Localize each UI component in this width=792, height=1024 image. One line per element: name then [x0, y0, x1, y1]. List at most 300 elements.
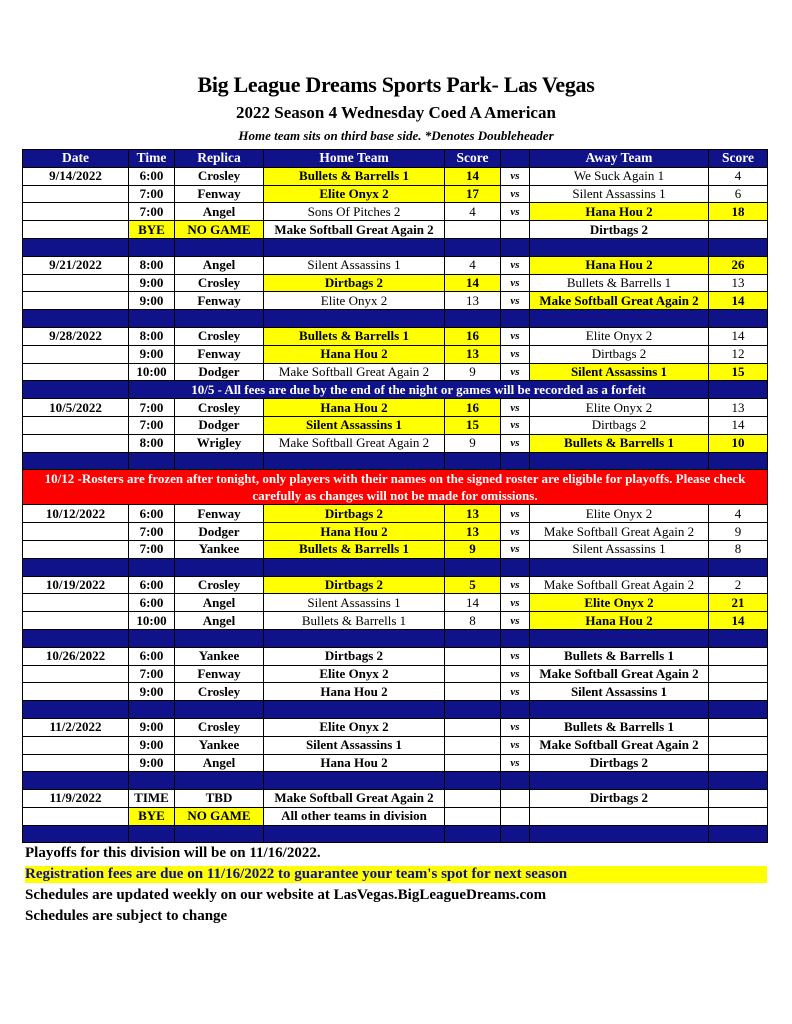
empty-cell	[501, 238, 530, 256]
away-team-cell: Bullets & Barrells 1	[530, 274, 709, 292]
away-score-cell: 18	[709, 203, 768, 221]
replica-cell: NO GAME	[175, 807, 264, 825]
date-cell	[23, 754, 129, 772]
schedule-table	[22, 149, 768, 843]
home-score-cell	[445, 683, 501, 701]
empty-cell	[530, 772, 709, 790]
date-cell	[23, 612, 129, 630]
away-score-cell	[709, 736, 768, 754]
game-row	[23, 665, 768, 683]
away-score-cell: 12	[709, 345, 768, 363]
separator-row	[23, 238, 768, 256]
date-cell	[23, 345, 129, 363]
away-score-cell: 21	[709, 594, 768, 612]
home-team-cell: Dirtbags 2	[264, 274, 445, 292]
away-team-cell: Silent Assassins 1	[530, 683, 709, 701]
home-score-cell: 9	[445, 434, 501, 452]
empty-cell	[129, 238, 175, 256]
away-team-cell: Make Softball Great Again 2	[530, 665, 709, 683]
empty-cell	[264, 772, 445, 790]
vs-cell: vs	[501, 576, 530, 594]
game-row	[23, 612, 768, 630]
vs-cell: vs	[501, 167, 530, 185]
away-team-cell: Silent Assassins 1	[530, 363, 709, 381]
home-team-cell: Silent Assassins 1	[264, 594, 445, 612]
vs-cell: vs	[501, 345, 530, 363]
time-cell: 7:00	[129, 185, 175, 203]
empty-cell	[175, 452, 264, 470]
separator-row	[23, 558, 768, 576]
footer-subject-to-change: Schedules are subject to change	[25, 908, 228, 924]
vs-cell: vs	[501, 647, 530, 665]
replica-cell: TBD	[175, 790, 264, 808]
date-cell: 10/26/2022	[23, 647, 129, 665]
home-score-cell	[445, 736, 501, 754]
replica-cell: Fenway	[175, 292, 264, 310]
date-cell	[23, 736, 129, 754]
empty-cell	[23, 825, 129, 843]
vs-cell: vs	[501, 292, 530, 310]
empty-cell	[501, 825, 530, 843]
vs-cell	[501, 807, 530, 825]
game-row	[23, 736, 768, 754]
empty-cell	[175, 772, 264, 790]
away-team-cell: Elite Onyx 2	[530, 399, 709, 417]
away-team-cell: Make Softball Great Again 2	[530, 523, 709, 541]
vs-cell: vs	[501, 718, 530, 736]
game-row	[23, 523, 768, 541]
page-subtitle: 2022 Season 4 Wednesday Coed A American	[236, 103, 556, 122]
away-score-cell	[709, 221, 768, 239]
game-row	[23, 647, 768, 665]
empty-cell	[530, 238, 709, 256]
vs-cell: vs	[501, 523, 530, 541]
separator-row	[23, 772, 768, 790]
replica-cell: Wrigley	[175, 434, 264, 452]
empty-cell	[530, 825, 709, 843]
home-score-cell: 4	[445, 256, 501, 274]
date-cell: 11/2/2022	[23, 718, 129, 736]
empty-cell	[445, 238, 501, 256]
empty-cell	[23, 558, 129, 576]
game-row	[23, 594, 768, 612]
empty-cell	[501, 629, 530, 647]
vs-cell: vs	[501, 736, 530, 754]
bye-row	[23, 221, 768, 239]
home-score-cell: 5	[445, 576, 501, 594]
home-score-cell: 9	[445, 540, 501, 558]
away-score-cell	[709, 683, 768, 701]
away-score-cell: 14	[709, 327, 768, 345]
game-row	[23, 505, 768, 523]
replica-cell: Angel	[175, 612, 264, 630]
home-score-cell	[445, 718, 501, 736]
replica-cell: Crosley	[175, 167, 264, 185]
away-score-cell: 13	[709, 399, 768, 417]
away-score-cell: 10	[709, 434, 768, 452]
away-score-cell	[709, 807, 768, 825]
empty-cell	[445, 772, 501, 790]
empty-cell	[264, 701, 445, 719]
vs-cell: vs	[501, 185, 530, 203]
date-cell: 9/21/2022	[23, 256, 129, 274]
empty-cell	[264, 825, 445, 843]
date-cell	[23, 416, 129, 434]
home-score-cell	[445, 754, 501, 772]
home-score-cell	[445, 790, 501, 808]
separator-row	[23, 701, 768, 719]
replica-cell: Angel	[175, 256, 264, 274]
away-score-cell: 6	[709, 185, 768, 203]
home-score-cell	[445, 221, 501, 239]
empty-cell	[23, 381, 129, 399]
header-time: Time	[129, 150, 175, 168]
notice-row	[23, 381, 768, 399]
away-team-cell: Make Softball Great Again 2	[530, 736, 709, 754]
date-cell	[23, 807, 129, 825]
away-score-cell: 26	[709, 256, 768, 274]
time-cell: BYE	[129, 807, 175, 825]
away-score-cell: 14	[709, 292, 768, 310]
empty-cell	[129, 701, 175, 719]
date-cell	[23, 185, 129, 203]
home-team-cell: Bullets & Barrells 1	[264, 327, 445, 345]
home-score-cell: 4	[445, 203, 501, 221]
vs-cell: vs	[501, 274, 530, 292]
home-score-cell: 13	[445, 345, 501, 363]
home-team-cell: Silent Assassins 1	[264, 256, 445, 274]
away-team-cell	[530, 807, 709, 825]
vs-cell: vs	[501, 434, 530, 452]
empty-cell	[23, 310, 129, 328]
empty-cell	[501, 701, 530, 719]
away-score-cell	[709, 647, 768, 665]
empty-cell	[175, 558, 264, 576]
away-team-cell: Hana Hou 2	[530, 256, 709, 274]
empty-cell	[175, 701, 264, 719]
time-cell: 6:00	[129, 505, 175, 523]
header-vs	[501, 150, 530, 168]
empty-cell	[264, 310, 445, 328]
vs-cell: vs	[501, 594, 530, 612]
home-team-cell: Hana Hou 2	[264, 523, 445, 541]
empty-cell	[709, 629, 768, 647]
home-score-cell	[445, 807, 501, 825]
fees-notice: 10/5 - All fees are due by the end of the night or games will be recorded as a forfeit	[129, 381, 709, 399]
away-score-cell	[709, 790, 768, 808]
empty-cell	[501, 310, 530, 328]
time-cell: 10:00	[129, 612, 175, 630]
bye-row	[23, 807, 768, 825]
header-row	[23, 150, 768, 168]
away-team-cell: Dirtbags 2	[530, 221, 709, 239]
time-cell: 9:00	[129, 754, 175, 772]
home-score-cell: 14	[445, 167, 501, 185]
empty-cell	[445, 310, 501, 328]
replica-cell: Angel	[175, 754, 264, 772]
time-cell: 9:00	[129, 718, 175, 736]
vs-cell	[501, 790, 530, 808]
away-team-cell: Dirtbags 2	[530, 345, 709, 363]
time-cell: 9:00	[129, 274, 175, 292]
home-score-cell: 15	[445, 416, 501, 434]
vs-cell: vs	[501, 540, 530, 558]
away-team-cell: Bullets & Barrells 1	[530, 647, 709, 665]
away-team-cell: Hana Hou 2	[530, 203, 709, 221]
game-row	[23, 399, 768, 417]
time-cell: 9:00	[129, 683, 175, 701]
vs-cell: vs	[501, 363, 530, 381]
date-cell: 10/5/2022	[23, 399, 129, 417]
time-cell: 9:00	[129, 345, 175, 363]
vs-cell: vs	[501, 327, 530, 345]
roster-notice-row	[23, 470, 768, 505]
vs-cell: vs	[501, 683, 530, 701]
away-score-cell: 4	[709, 167, 768, 185]
game-row	[23, 683, 768, 701]
game-row	[23, 274, 768, 292]
vs-cell: vs	[501, 754, 530, 772]
time-cell: 8:00	[129, 434, 175, 452]
empty-cell	[264, 629, 445, 647]
home-team-cell: Elite Onyx 2	[264, 185, 445, 203]
empty-cell	[709, 452, 768, 470]
away-team-cell: Silent Assassins 1	[530, 185, 709, 203]
empty-cell	[129, 310, 175, 328]
game-row	[23, 327, 768, 345]
date-cell	[23, 363, 129, 381]
away-score-cell: 13	[709, 274, 768, 292]
time-cell: 7:00	[129, 203, 175, 221]
away-team-cell: Hana Hou 2	[530, 612, 709, 630]
separator-row	[23, 452, 768, 470]
vs-cell: vs	[501, 665, 530, 683]
date-cell	[23, 523, 129, 541]
time-cell: 6:00	[129, 167, 175, 185]
home-score-cell: 13	[445, 505, 501, 523]
replica-cell: Yankee	[175, 736, 264, 754]
roster-notice: 10/12 -Rosters are frozen after tonight, only players with their names on the signed roster are eligible for playoffs. Please check carefully as changes will not be made for omissions.	[23, 470, 768, 505]
home-team-cell: Dirtbags 2	[264, 505, 445, 523]
empty-cell	[530, 701, 709, 719]
home-score-cell: 14	[445, 274, 501, 292]
away-team-cell: Make Softball Great Again 2	[530, 576, 709, 594]
game-row	[23, 434, 768, 452]
empty-cell	[709, 310, 768, 328]
time-cell: 8:00	[129, 256, 175, 274]
empty-cell	[264, 238, 445, 256]
empty-cell	[530, 310, 709, 328]
date-cell	[23, 203, 129, 221]
home-team-cell: Make Softball Great Again 2	[264, 363, 445, 381]
empty-cell	[129, 772, 175, 790]
replica-cell: Dodger	[175, 523, 264, 541]
footer-registration: Registration fees are due on 11/16/2022 to guarantee your team's spot for next season	[25, 866, 767, 883]
time-cell: 7:00	[129, 665, 175, 683]
vs-cell: vs	[501, 399, 530, 417]
away-score-cell	[709, 665, 768, 683]
time-cell: 7:00	[129, 523, 175, 541]
game-row	[23, 185, 768, 203]
empty-cell	[445, 558, 501, 576]
empty-cell	[530, 452, 709, 470]
date-cell	[23, 292, 129, 310]
home-score-cell: 17	[445, 185, 501, 203]
time-cell: TIME	[129, 790, 175, 808]
game-row	[23, 718, 768, 736]
empty-cell	[23, 772, 129, 790]
date-cell	[23, 594, 129, 612]
away-score-cell: 2	[709, 576, 768, 594]
vs-cell: vs	[501, 416, 530, 434]
home-team-cell: All other teams in division	[264, 807, 445, 825]
time-cell: 6:00	[129, 647, 175, 665]
empty-cell	[445, 701, 501, 719]
game-row	[23, 292, 768, 310]
home-team-cell: Hana Hou 2	[264, 399, 445, 417]
date-cell	[23, 683, 129, 701]
away-score-cell: 14	[709, 416, 768, 434]
game-row	[23, 754, 768, 772]
replica-cell: Dodger	[175, 416, 264, 434]
date-cell: 9/28/2022	[23, 327, 129, 345]
empty-cell	[445, 629, 501, 647]
away-score-cell: 14	[709, 612, 768, 630]
away-team-cell: We Suck Again 1	[530, 167, 709, 185]
home-team-cell: Bullets & Barrells 1	[264, 540, 445, 558]
away-team-cell: Dirtbags 2	[530, 416, 709, 434]
away-score-cell: 4	[709, 505, 768, 523]
home-score-cell	[445, 647, 501, 665]
empty-cell	[501, 452, 530, 470]
replica-cell: NO GAME	[175, 221, 264, 239]
empty-cell	[445, 825, 501, 843]
empty-cell	[709, 381, 768, 399]
home-team-cell: Hana Hou 2	[264, 345, 445, 363]
replica-cell: Crosley	[175, 576, 264, 594]
away-score-cell: 15	[709, 363, 768, 381]
header-home-team: Home Team	[264, 150, 445, 168]
date-cell: 11/9/2022	[23, 790, 129, 808]
vs-cell: vs	[501, 256, 530, 274]
game-row	[23, 576, 768, 594]
away-score-cell	[709, 754, 768, 772]
separator-row	[23, 629, 768, 647]
time-cell: 6:00	[129, 594, 175, 612]
empty-cell	[501, 772, 530, 790]
game-row	[23, 167, 768, 185]
empty-cell	[23, 238, 129, 256]
date-cell: 10/19/2022	[23, 576, 129, 594]
header-date: Date	[23, 150, 129, 168]
away-score-cell: 9	[709, 523, 768, 541]
empty-cell	[175, 310, 264, 328]
date-cell: 9/14/2022	[23, 167, 129, 185]
empty-cell	[129, 558, 175, 576]
empty-cell	[501, 558, 530, 576]
home-team-cell: Dirtbags 2	[264, 647, 445, 665]
game-row	[23, 790, 768, 808]
time-cell: 8:00	[129, 327, 175, 345]
vs-cell	[501, 221, 530, 239]
separator-row	[23, 310, 768, 328]
empty-cell	[175, 825, 264, 843]
replica-cell: Fenway	[175, 185, 264, 203]
home-team-cell: Hana Hou 2	[264, 754, 445, 772]
empty-cell	[175, 629, 264, 647]
date-cell	[23, 540, 129, 558]
time-cell: 6:00	[129, 576, 175, 594]
date-cell	[23, 665, 129, 683]
away-team-cell: Elite Onyx 2	[530, 327, 709, 345]
time-cell: 7:00	[129, 416, 175, 434]
replica-cell: Angel	[175, 594, 264, 612]
home-score-cell: 16	[445, 399, 501, 417]
time-cell: 7:00	[129, 399, 175, 417]
game-row	[23, 540, 768, 558]
replica-cell: Yankee	[175, 647, 264, 665]
home-team-cell: Bullets & Barrells 1	[264, 612, 445, 630]
away-team-cell: Dirtbags 2	[530, 754, 709, 772]
date-cell	[23, 434, 129, 452]
home-score-cell: 8	[445, 612, 501, 630]
game-row	[23, 416, 768, 434]
replica-cell: Crosley	[175, 399, 264, 417]
home-team-cell: Hana Hou 2	[264, 683, 445, 701]
away-team-cell: Silent Assassins 1	[530, 540, 709, 558]
replica-cell: Crosley	[175, 274, 264, 292]
empty-cell	[709, 772, 768, 790]
time-cell: 9:00	[129, 736, 175, 754]
vs-cell: vs	[501, 612, 530, 630]
empty-cell	[530, 629, 709, 647]
replica-cell: Crosley	[175, 327, 264, 345]
separator-row	[23, 825, 768, 843]
time-cell: 9:00	[129, 292, 175, 310]
empty-cell	[129, 825, 175, 843]
empty-cell	[264, 558, 445, 576]
time-cell: 10:00	[129, 363, 175, 381]
footer-website: Schedules are updated weekly on our website at LasVegas.BigLeagueDreams.com	[25, 887, 547, 903]
footer-playoffs: Playoffs for this division will be on 11/16/2022.	[25, 845, 321, 861]
home-team-cell: Make Softball Great Again 2	[264, 221, 445, 239]
empty-cell	[129, 452, 175, 470]
away-team-cell: Elite Onyx 2	[530, 505, 709, 523]
away-score-cell	[709, 718, 768, 736]
away-team-cell: Bullets & Barrells 1	[530, 434, 709, 452]
away-score-cell: 8	[709, 540, 768, 558]
empty-cell	[709, 238, 768, 256]
empty-cell	[709, 825, 768, 843]
header-replica: Replica	[175, 150, 264, 168]
game-row	[23, 345, 768, 363]
empty-cell	[530, 558, 709, 576]
game-row	[23, 203, 768, 221]
time-cell: BYE	[129, 221, 175, 239]
home-team-cell: Silent Assassins 1	[264, 736, 445, 754]
vs-cell: vs	[501, 505, 530, 523]
home-team-cell: Dirtbags 2	[264, 576, 445, 594]
home-team-cell: Elite Onyx 2	[264, 292, 445, 310]
replica-cell: Yankee	[175, 540, 264, 558]
home-team-cell: Elite Onyx 2	[264, 665, 445, 683]
date-cell: 10/12/2022	[23, 505, 129, 523]
game-row	[23, 363, 768, 381]
page-title: Big League Dreams Sports Park- Las Vegas	[197, 72, 595, 97]
home-score-cell: 14	[445, 594, 501, 612]
empty-cell	[709, 558, 768, 576]
schedule-note: Home team sits on third base side. *Denotes Doubleheader	[238, 128, 554, 143]
